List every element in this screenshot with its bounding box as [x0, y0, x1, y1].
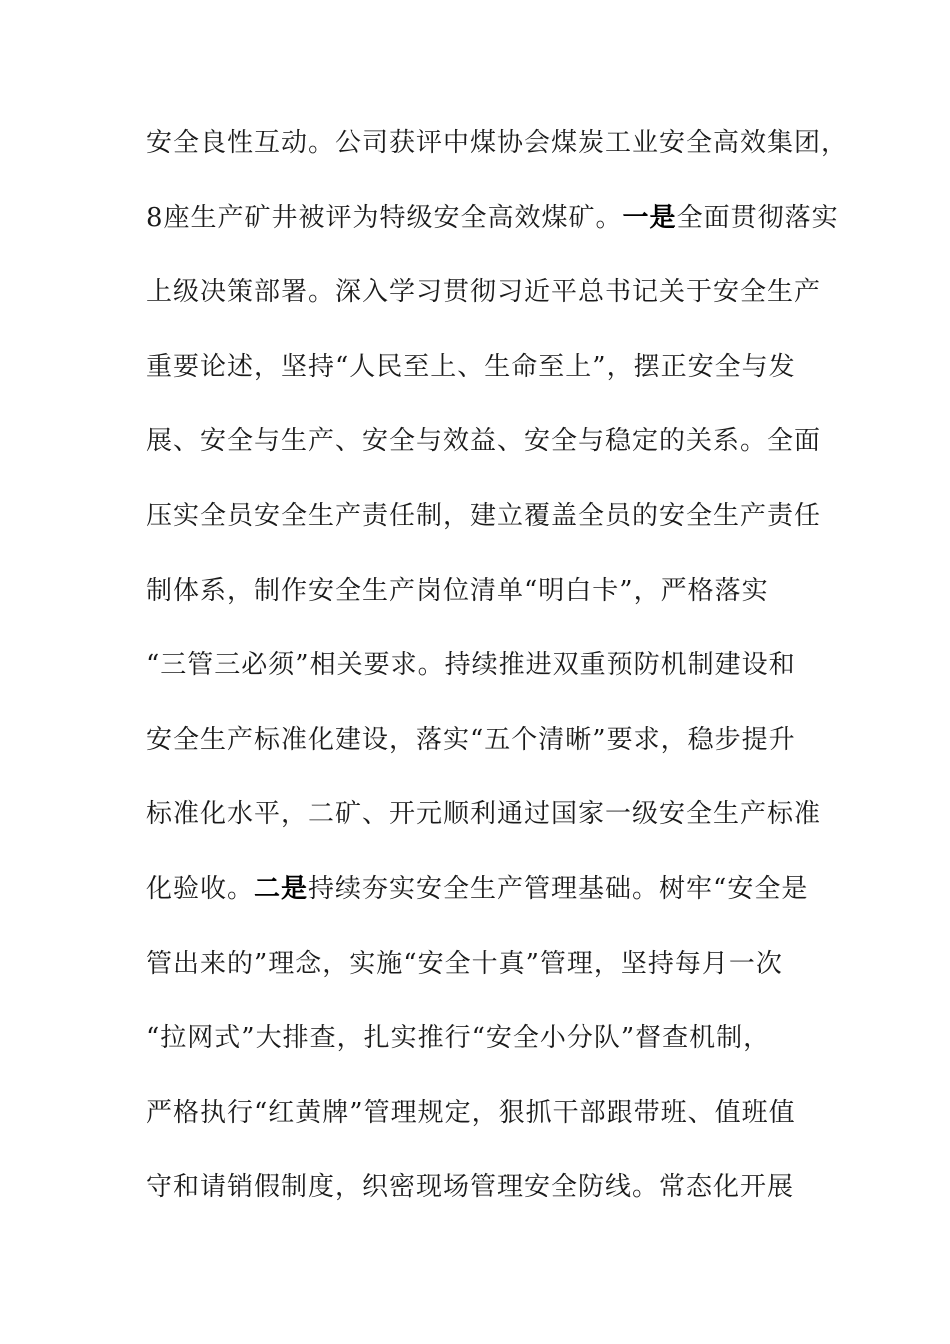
line-text: 严格执行“红黄牌”管理规定，狠抓干部跟带班、值班值 — [146, 1097, 796, 1128]
text-line-6 — [146, 491, 826, 566]
text-line-7 — [146, 566, 826, 641]
bold-marker-first: 一是 — [622, 202, 677, 233]
text-line-14 — [146, 1088, 826, 1163]
line-text-after: 全面贯彻落实 — [676, 202, 839, 233]
line-text: 8座生产矿井被评为特级安全高效煤矿。 — [146, 202, 623, 233]
text-line-10 — [146, 789, 826, 864]
text-line-2 — [146, 193, 839, 268]
text-line-12 — [146, 939, 826, 1014]
text-line-8 — [146, 640, 826, 715]
line-text: 安全生产标准化建设，落实“五个清晰”要求，稳步提升 — [146, 724, 796, 755]
line-text: 压实全员安全生产责任制，建立覆盖全员的安全生产责任 — [146, 500, 822, 531]
line-text: 标准化水平，二矿、开元顺利通过国家一级安全生产标准 — [146, 799, 822, 830]
line-text: 重要论述，坚持“人民至上、生命至上”，摆正安全与发 — [146, 351, 796, 382]
line-text-after: 持续夯实安全生产管理基础。树牢“安全是 — [308, 873, 809, 904]
text-line-15 — [146, 1162, 826, 1237]
line-text: “三管三必须”相关要求。持续推进双重预防机制建设和 — [146, 650, 796, 681]
body-text — [146, 118, 849, 1237]
line-text: 展、安全与生产、安全与效益、安全与稳定的关系。全面 — [146, 426, 822, 457]
text-line-1 — [146, 118, 849, 193]
line-text: 化验收。 — [146, 873, 255, 904]
line-text: 守和请销假制度，织密现场管理安全防线。常态化开展 — [146, 1172, 795, 1203]
text-line-3 — [146, 267, 826, 342]
text-line-13 — [146, 1013, 826, 1088]
text-line-11 — [146, 864, 826, 939]
text-line-9 — [146, 715, 826, 790]
text-line-5 — [146, 416, 826, 491]
line-text: “拉网式”大排查，扎实推行“安全小分队”督查机制， — [146, 1023, 771, 1054]
line-text: 上级决策部署。深入学习贯彻习近平总书记关于安全生产 — [146, 277, 822, 308]
bold-marker-second: 二是 — [254, 873, 309, 904]
text-line-4 — [146, 342, 826, 417]
line-text: 管出来的”理念，实施“安全十真”管理，坚持每月一次 — [146, 948, 783, 979]
line-text: 安全良性互动。公司获评中煤协会煤炭工业安全高效集团， — [146, 128, 849, 158]
line-text: 制体系，制作安全生产岗位清单“明白卡”，严格落实 — [146, 575, 769, 606]
